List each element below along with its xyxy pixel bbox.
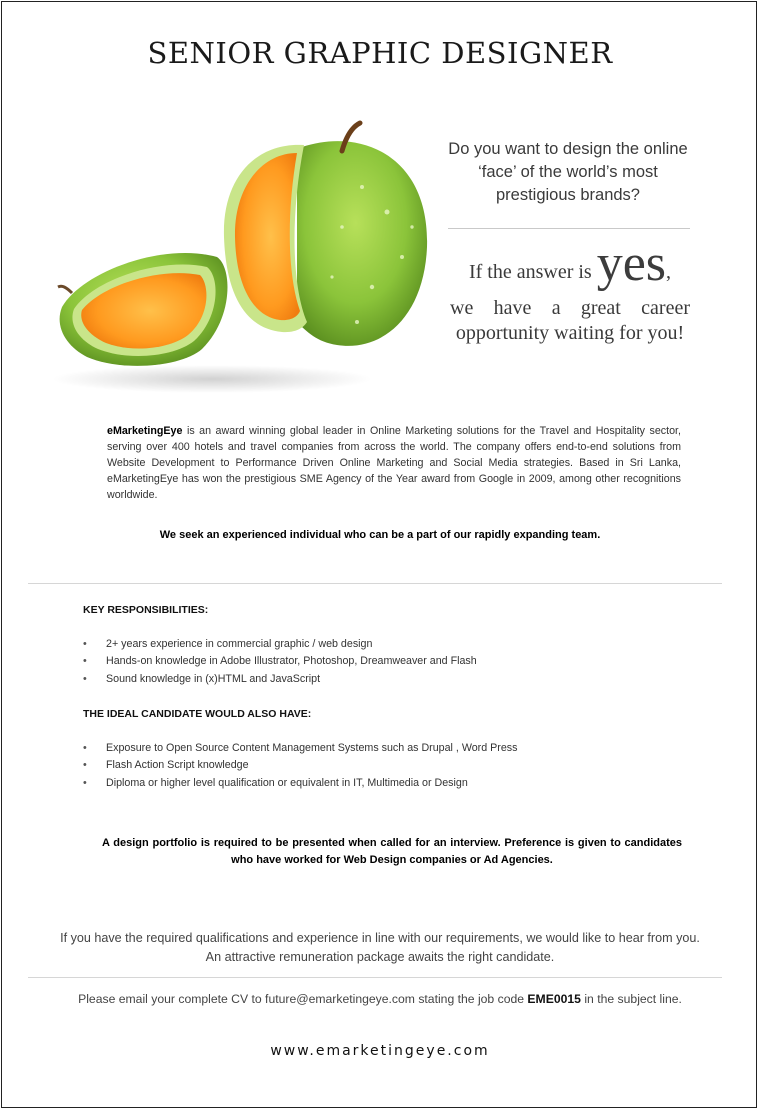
responsibilities-heading: KEY RESPONSIBILITIES: [83, 604, 209, 616]
portfolio-requirement: A design portfolio is required to be presented when called for an interview. Preference is given to candidates who have worked for Web Design companies or Ad Agencies. [102, 837, 682, 866]
website-url[interactable]: www.emarketingeye.com [270, 1043, 490, 1059]
application-instructions [2, 992, 758, 1006]
list-item: • 2+ years experience in commercial graphic / web design [83, 636, 477, 653]
list-item: • Hands-on knowledge in Adobe Illustrator, Photoshop, Dreamweaver and Flash [83, 653, 477, 670]
job-code: EME0015 [527, 992, 581, 1006]
answer-rest: we have a great career opportunity waiting for you! [450, 297, 690, 344]
answer-yes: yes [596, 235, 667, 292]
list-item: • Sound knowledge in (x)HTML and JavaScript [83, 671, 477, 688]
seek-statement: We seek an experienced individual who can be a part of our rapidly expanding team. [159, 529, 601, 541]
closing-statement [2, 929, 758, 967]
footer-divider [28, 977, 722, 978]
section-divider [28, 583, 722, 584]
ideal-candidate-list [83, 740, 517, 792]
hero-question: Do you want to design the online ‘face’ of the world’s most prestigious brands? [448, 140, 688, 204]
hero-answer [450, 234, 690, 346]
company-intro [107, 423, 681, 503]
answer-comma: , [666, 261, 672, 283]
company-name: eMarketingEye [107, 425, 183, 437]
ideal-candidate-heading: THE IDEAL CANDIDATE WOULD ALSO HAVE: [83, 708, 312, 720]
closing-line-2: An attractive remuneration package awaits the right candidate. [205, 950, 555, 964]
closing-line-1: If you have the required qualifications and experience in line with our requirements, we would like to hear from you. [60, 931, 700, 945]
email-suffix: in the subject line. [580, 992, 682, 1006]
responsibilities-list [83, 636, 477, 688]
apple-orange-illustration [42, 117, 442, 397]
page-title: SENIOR GRAPHIC DESIGNER [147, 36, 613, 70]
list-item: • Flash Action Script knowledge [83, 757, 517, 774]
company-description: is an award winning global leader in Online Marketing solutions for the Travel and Hospitality sector, serving over 400 hotels and travel companies from across the world. The company offers end-to-end solutions from Website Development to Performance Driven Online Marketing and Social Media strategies. Based in Sri Lanka, eMarketingEye has won the prestigious SME Agency of the Year award from Google in 2009, among other recognitions worldwide. [107, 425, 681, 501]
job-ad-page [1, 1, 757, 1108]
list-item: • Exposure to Open Source Content Management Systems such as Drupal , Word Press [83, 740, 517, 757]
hero-divider [448, 228, 690, 229]
list-item: • Diploma or higher level qualification or equivalent in IT, Multimedia or Design [83, 775, 517, 792]
answer-prefix: If the answer is [468, 261, 592, 283]
email-prefix: Please email your complete CV to future@emarketingeye.com stating the job code [78, 992, 528, 1006]
